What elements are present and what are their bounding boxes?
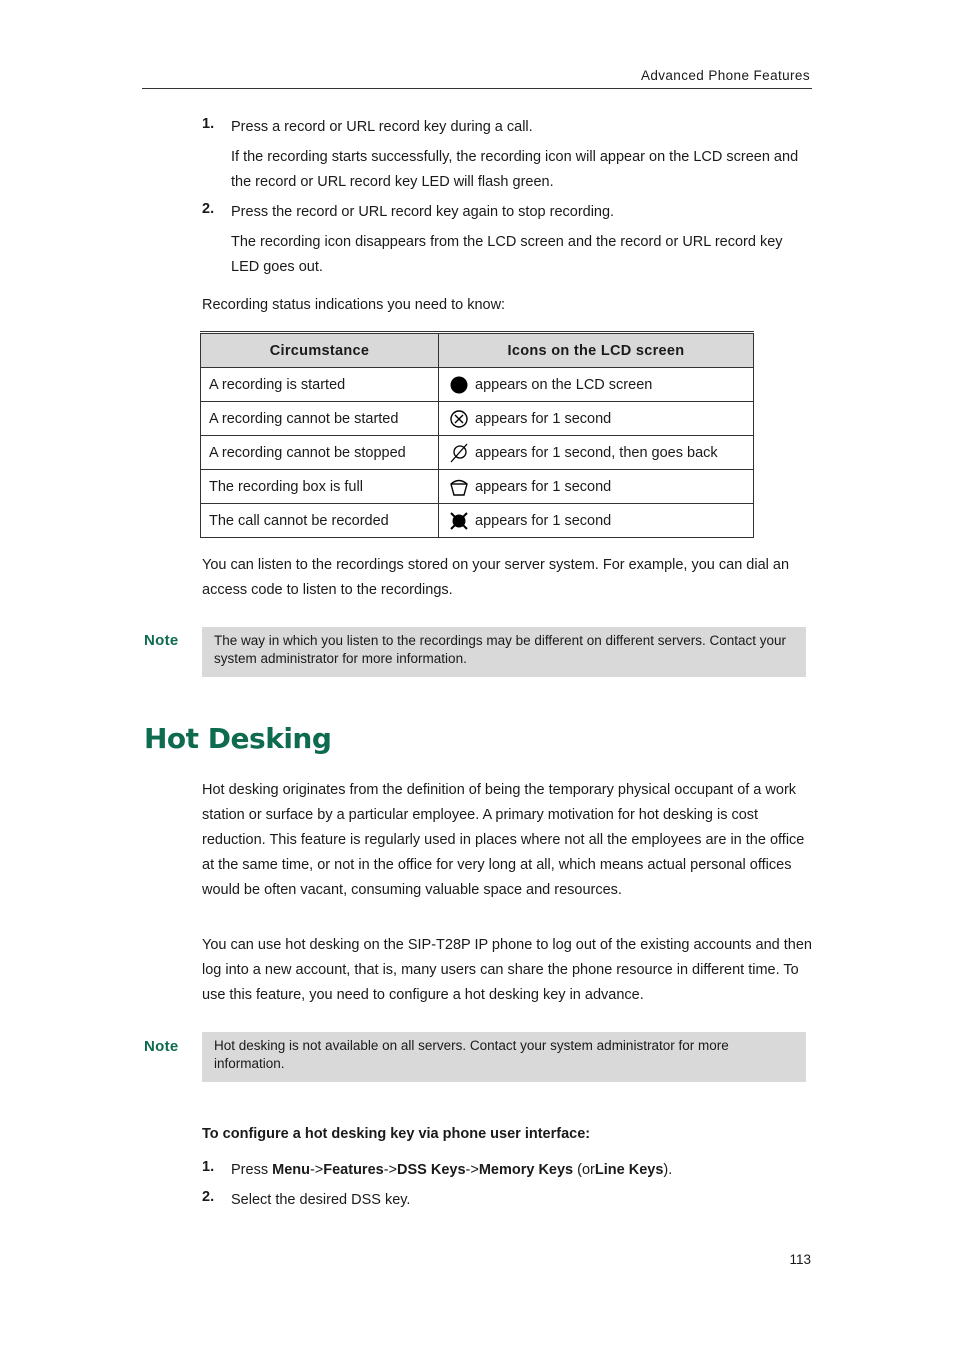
record-cross-icon	[449, 409, 469, 429]
row-circumstance: The recording box is full	[201, 470, 439, 504]
procedure-heading: To configure a hot desking key via phone user interface:	[202, 1126, 591, 1142]
proc-step-2-text: Select the desired DSS key.	[231, 1192, 411, 1208]
menu-path-dss-keys: DSS Keys	[397, 1162, 466, 1178]
page-number: 113	[789, 1252, 811, 1267]
step-2-text: Press the record or URL record key again to stop recording.	[231, 204, 615, 220]
menu-path-arrow: ->	[383, 1162, 398, 1178]
row-circumstance: The call cannot be recorded	[201, 504, 439, 538]
step-2-detail: The recording icon disappears from the LCD screen and the record or URL record key LED goes out.	[231, 234, 783, 275]
row-icon-text: appears for 1 second	[475, 410, 612, 427]
recording-status-table	[200, 331, 754, 538]
row-icon-cell	[439, 504, 754, 538]
listen-paragraph: You can listen to the recordings stored on your server system. For example, you can dial an access code to listen to the recordings.	[202, 557, 790, 598]
row-circumstance: A recording cannot be started	[201, 402, 439, 436]
step-1-number: 1.	[202, 116, 215, 132]
row-icon-cell	[439, 436, 754, 470]
status-intro: Recording status indications you need to know:	[202, 297, 506, 313]
table-header-circumstance: Circumstance	[201, 333, 439, 368]
table-row	[201, 368, 754, 402]
step-1-text: Press a record or URL record key during a call.	[231, 119, 533, 135]
record-slash-icon	[449, 443, 469, 463]
page-header	[142, 66, 812, 89]
note-2-label: Note	[144, 1038, 179, 1055]
note-2-box	[202, 1032, 806, 1082]
note-2-text: Hot desking is not available on all servers. Contact your system administrator for more information.	[214, 1038, 729, 1071]
menu-path-or: (or	[577, 1162, 595, 1178]
record-dot-icon	[449, 375, 469, 395]
table-row	[201, 470, 754, 504]
menu-path-menu: Menu	[272, 1162, 310, 1178]
row-icon-text: appears for 1 second	[475, 478, 612, 495]
table-header-icons: Icons on the LCD screen	[439, 333, 754, 368]
step-1-detail: If the recording starts successfully, the recording icon will appear on the LCD screen and the record or URL record key LED will flash green.	[231, 149, 799, 190]
record-full-icon	[449, 477, 469, 497]
row-circumstance: A recording is started	[201, 368, 439, 402]
note-1-label: Note	[144, 632, 179, 649]
proc-step-1-text	[231, 1158, 816, 1183]
note-1-text: The way in which you listen to the recordings may be different on different servers. Contact your system administrator for more information.	[214, 633, 787, 666]
row-icon-text: appears for 1 second	[475, 512, 612, 529]
hot-desking-paragraph-1: Hot desking originates from the definition of being the temporary physical occupant of a work station or surface by a particular employee. A primary motivation for hot desking is cost reduction. This feature is regularly used in places where not all the employees are in the office at the same time, or not in the office for very long at all, which means actual personal offices would be often vacant, consuming valuable space and resources.	[202, 782, 805, 898]
menu-path-features: Features	[323, 1162, 384, 1178]
menu-path-memory-keys: Memory Keys	[478, 1162, 574, 1178]
press-label: Press	[231, 1162, 269, 1178]
section-title-hot-desking: Hot Desking	[144, 722, 332, 755]
menu-path-line-keys: Line Keys	[594, 1162, 664, 1178]
table-row	[201, 402, 754, 436]
row-icon-cell	[439, 402, 754, 436]
step-2-number: 2.	[202, 201, 215, 217]
row-icon-text: appears for 1 second, then goes back	[475, 444, 718, 461]
menu-path-arrow: ->	[465, 1162, 479, 1178]
row-icon-cell	[439, 470, 754, 504]
table-row	[201, 504, 754, 538]
proc-step-1-number: 1.	[202, 1159, 215, 1175]
record-blocked-icon	[449, 511, 469, 531]
menu-path-close: ).	[663, 1162, 673, 1178]
table-row	[201, 436, 754, 470]
table-header-row	[201, 333, 754, 368]
header-section-title: Advanced Phone Features	[640, 68, 810, 83]
row-circumstance: A recording cannot be stopped	[201, 436, 439, 470]
note-1-box	[202, 627, 806, 677]
hot-desking-paragraph-2: You can use hot desking on the SIP-T28P IP phone to log out of the existing accounts and then log into a new account, that is, many users can share the phone resource in different time. To use this feature, you need to configure a hot desking key in advance.	[202, 937, 812, 1003]
row-icon-text: appears on the LCD screen	[475, 376, 653, 393]
menu-path-arrow: ->	[309, 1162, 324, 1178]
row-icon-cell	[439, 368, 754, 402]
proc-step-2-number: 2.	[202, 1189, 215, 1205]
